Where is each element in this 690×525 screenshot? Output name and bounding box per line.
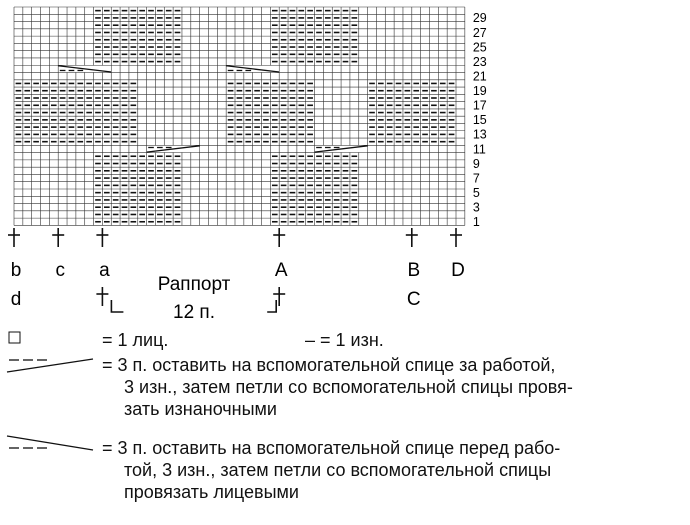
legend-back-cable-line1: = 3 п. оставить на вспомогательной спице за работой, bbox=[102, 355, 556, 375]
legend-back-cable bbox=[102, 354, 573, 420]
legend-back-cable-line3: зать изнаночными bbox=[124, 399, 277, 419]
row-number: 21 bbox=[472, 69, 487, 84]
back-cable-symbol-icon bbox=[7, 359, 93, 372]
rapport-bracket-left bbox=[111, 300, 123, 312]
row-number: 15 bbox=[472, 113, 487, 128]
row-number: 27 bbox=[472, 25, 487, 40]
row-number: 13 bbox=[472, 127, 487, 142]
column-markers bbox=[8, 228, 465, 310]
marker-label: C bbox=[406, 289, 421, 310]
legend-purl: – = 1 изн. bbox=[305, 330, 384, 350]
row-number: 5 bbox=[472, 185, 480, 200]
legend-front-cable-line1: = 3 п. оставить на вспомогательной спице перед рабо- bbox=[102, 438, 561, 458]
row-numbers bbox=[473, 11, 487, 229]
legend-front-cable-line2: той, 3 изн., затем петли со вспомогательной спицы bbox=[124, 460, 552, 480]
row-number: 17 bbox=[472, 98, 487, 113]
row-number: 23 bbox=[472, 54, 487, 69]
rapport-bracket-right bbox=[267, 300, 276, 312]
row-number: 25 bbox=[472, 40, 487, 55]
knit-symbol-icon bbox=[9, 332, 20, 343]
legend-knit: = 1 лиц. bbox=[102, 330, 169, 350]
row-number: 3 bbox=[472, 200, 480, 215]
rapport-bracket bbox=[111, 274, 276, 323]
row-number: 19 bbox=[472, 84, 487, 99]
rapport-label: Раппорт bbox=[157, 274, 231, 295]
row-number: 9 bbox=[472, 156, 480, 171]
marker-label: A bbox=[274, 260, 288, 281]
legend-front-cable bbox=[102, 437, 560, 503]
chart-grid bbox=[14, 7, 465, 225]
marker-label: b bbox=[10, 260, 22, 281]
marker-label: c bbox=[55, 260, 65, 281]
marker-label: B bbox=[407, 260, 421, 281]
row-number: 11 bbox=[472, 142, 486, 157]
marker-label: D bbox=[451, 260, 465, 281]
rapport-count: 12 п. bbox=[173, 302, 215, 323]
marker-label: d bbox=[10, 289, 22, 310]
row-number: 1 bbox=[472, 215, 480, 230]
legend-back-cable-line2: 3 изн., затем петли со вспомогательной спицы провя- bbox=[124, 377, 573, 397]
row-number: 7 bbox=[472, 171, 480, 186]
front-cable-symbol-icon bbox=[7, 436, 93, 450]
row-number: 29 bbox=[472, 11, 487, 26]
marker-label: a bbox=[99, 260, 110, 281]
legend-front-cable-line3: провязать лицевыми bbox=[124, 482, 299, 502]
